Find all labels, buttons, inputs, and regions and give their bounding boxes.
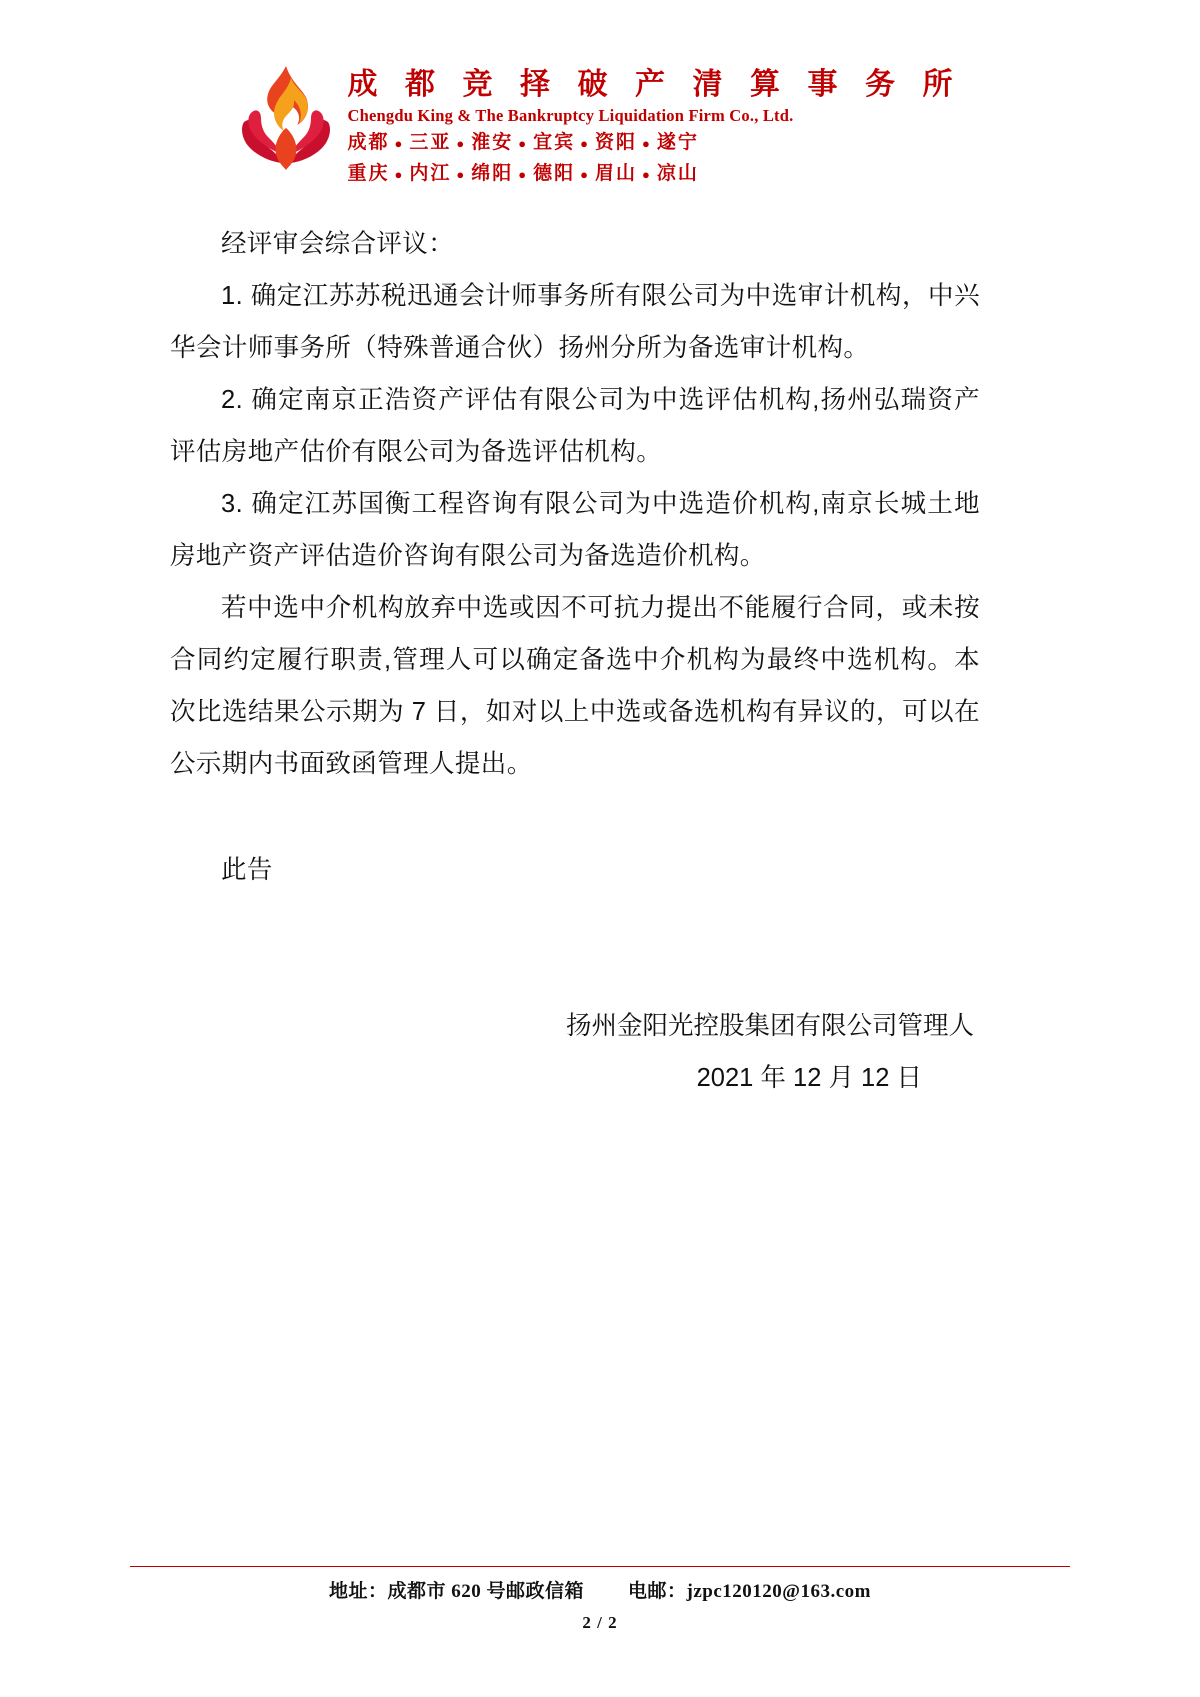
resolution-item-1: 1. 确定江苏苏税迅通会计师事务所有限公司为中选审计机构，中兴华会计师事务所（特殊普通合伙）扬州分所为备选审计机构。 xyxy=(170,282,980,362)
city-name: 绵阳 xyxy=(471,163,514,185)
signer-name: 扬州金阳光控股集团有限公司管理人 xyxy=(565,1012,974,1040)
intro-paragraph: 经评审会综合评议： xyxy=(221,230,455,258)
city-name: 凉山 xyxy=(656,163,699,185)
city-name: 内江 xyxy=(409,163,452,185)
signature-block xyxy=(170,1000,980,1104)
city-name: 淮安 xyxy=(471,131,514,153)
address-value: 成都市 620 号邮政信箱 xyxy=(387,1581,585,1602)
email-value: jzpc120120@163.com xyxy=(686,1581,871,1602)
footer-divider xyxy=(130,1566,1070,1567)
firm-name-cn: 成 都 竞 择 破 产 清 算 事 务 所 xyxy=(347,68,963,101)
branch-cities-line-1: 成都 ● 三亚 ● 淮安 ● 宜宾 ● 资阳 ● 遂宁 xyxy=(347,131,699,153)
paragraph-spacer xyxy=(170,790,980,844)
letterhead xyxy=(0,62,1200,189)
city-name: 三亚 xyxy=(409,131,452,153)
city-name: 重庆 xyxy=(347,163,390,185)
document-body xyxy=(170,218,980,896)
city-name: 遂宁 xyxy=(656,131,699,153)
city-name: 宜宾 xyxy=(533,131,576,153)
resolution-item-2: 2. 确定南京正浩资产评估有限公司为中选评估机构,扬州弘瑞资产评估房地产估价有限公司为备选评估机构。 xyxy=(170,386,980,466)
city-name: 德阳 xyxy=(533,163,576,185)
email-label: 电邮： xyxy=(628,1581,687,1602)
firm-name-en: Chengdu King & The Bankruptcy Liquidation Firm Co., Ltd. xyxy=(347,105,794,125)
phoenix-flame-hands-logo xyxy=(238,62,334,174)
page-footer xyxy=(130,1566,1070,1633)
page-number: 2 / 2 xyxy=(582,1613,618,1632)
notice-word: 此告 xyxy=(221,856,273,884)
city-name: 成都 xyxy=(347,131,390,153)
footer-contact xyxy=(130,1576,1070,1603)
branch-cities-line-2: 重庆 ● 内江 ● 绵阳 ● 德阳 ● 眉山 ● 凉山 xyxy=(347,163,699,185)
signature-date: 2021 年 12 月 12 日 xyxy=(696,1064,922,1092)
resolution-item-3: 3. 确定江苏国衡工程咨询有限公司为中选造价机构,南京长城土地房地产资产评估造价咨询有限公司为备选造价机构。 xyxy=(170,490,980,570)
city-name: 资阳 xyxy=(595,131,638,153)
closing-paragraph: 若中选中介机构放弃中选或因不可抗力提出不能履行合同，或未按合同约定履行职责,管理人可以确定备选中介机构为最终中选机构。本次比选结果公示期为 7 日，如对以上中选或备选机构有异议的，可以在公示期内书面致函管理人提出。 xyxy=(170,594,980,778)
address-label: 地址： xyxy=(329,1581,388,1602)
city-name: 眉山 xyxy=(595,163,638,185)
